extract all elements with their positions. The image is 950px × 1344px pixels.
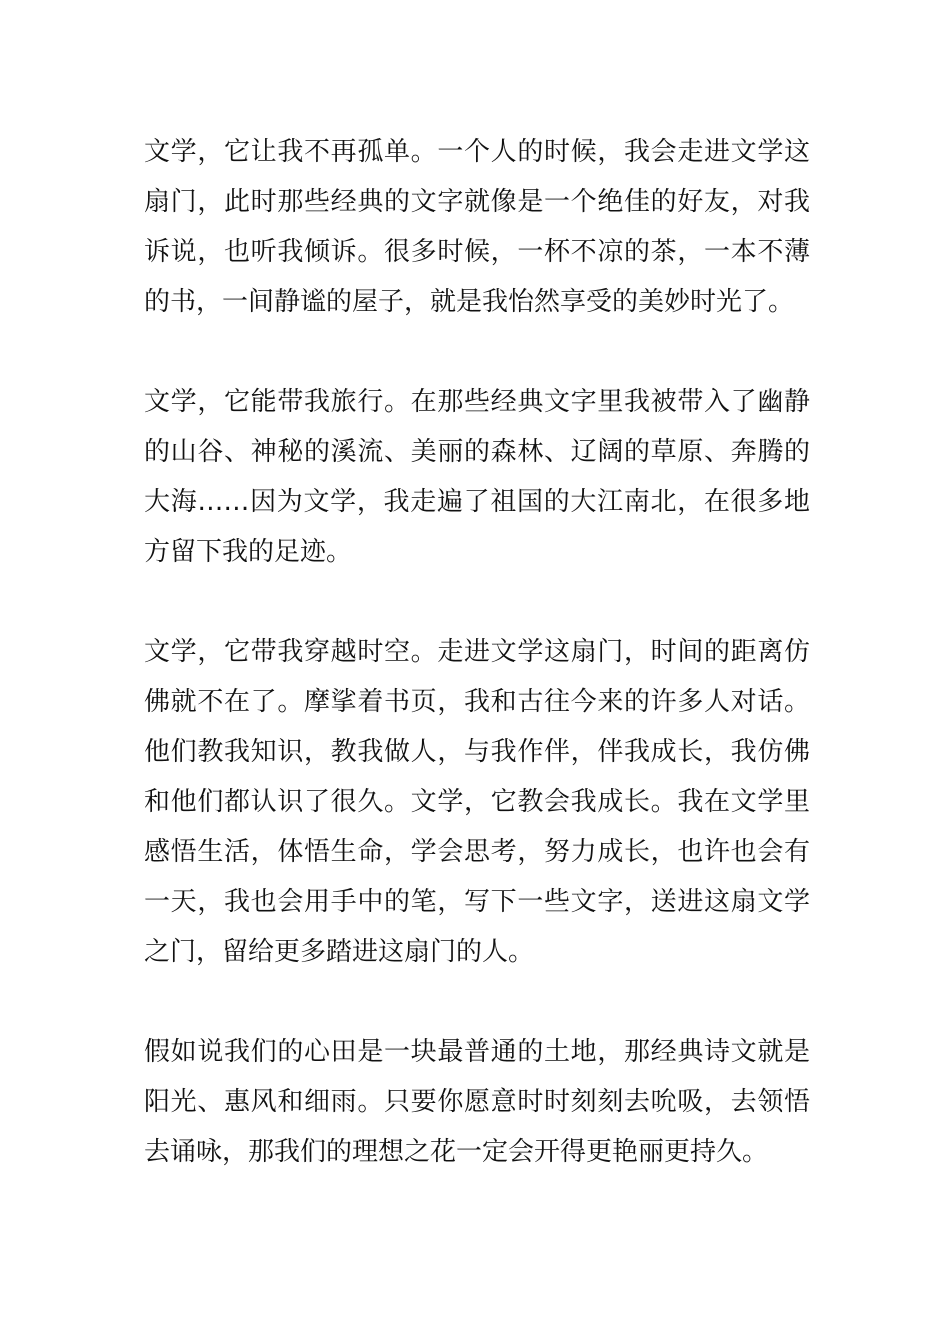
paragraph-3: 文学，它带我穿越时空。走进文学这扇门，时间的距离仿佛就不在了。摩挲着书页，我和古往今来的许多人对话。他们教我知识，教我做人，与我作伴，伴我成长，我仿佛和他们都认识了很久。文学，它教会我成长。我在文学里感悟生活，体悟生命，学会思考，努力成长，也许也会有一天，我也会用手中的笔，写下一些文字，送进这扇文学之门，留给更多踏进这扇门的人。 — [144, 637, 810, 967]
paragraph-4: 假如说我们的心田是一块最普通的土地，那经典诗文就是阳光、惠风和细雨。只要你愿意时时刻刻去吮吸，去领悟去诵咏，那我们的理想之花一定会开得更艳丽更持久。 — [144, 1037, 810, 1167]
paragraph-2: 文学，它能带我旅行。在那些经典文字里我被带入了幽静的山谷、神秘的溪流、美丽的森林、辽阔的草原、奔腾的大海……因为文学，我走遍了祖国的大江南北，在很多地方留下我的足迹。 — [144, 387, 810, 567]
document-body — [144, 127, 810, 1177]
paragraph-1: 文学，它让我不再孤单。一个人的时候，我会走进文学这扇门，此时那些经典的文字就像是一个绝佳的好友，对我诉说，也听我倾诉。很多时候，一杯不凉的茶，一本不薄的书，一间静谧的屋子，就是我怡然享受的美妙时光了。 — [144, 137, 810, 317]
